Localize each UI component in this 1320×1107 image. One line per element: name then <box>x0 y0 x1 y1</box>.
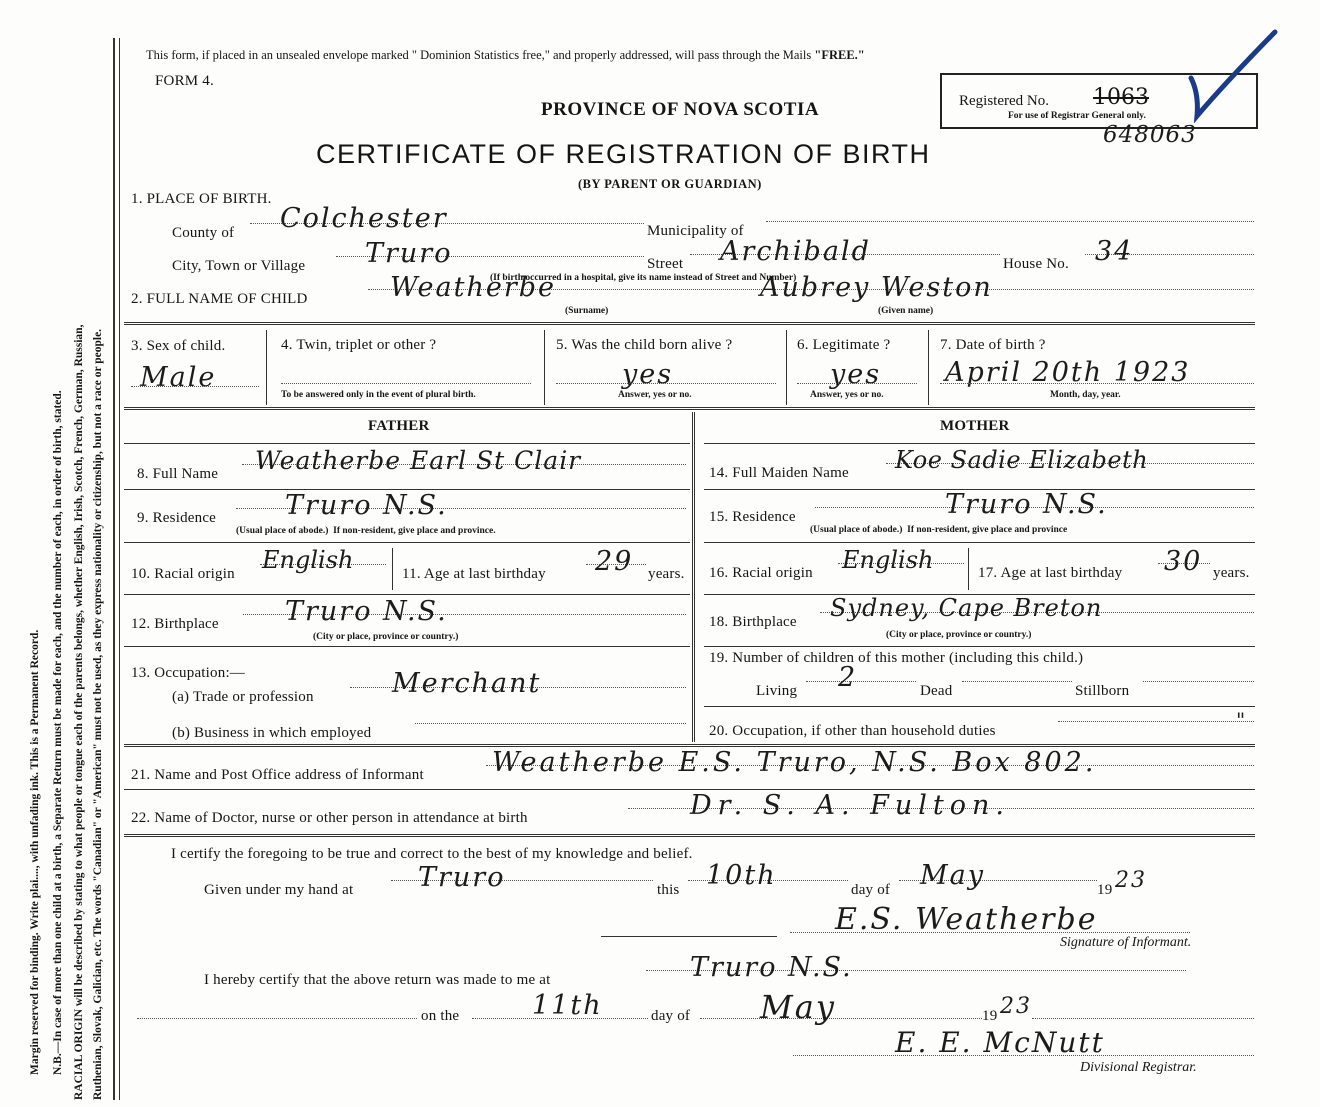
child-given-name: Aubrey Weston <box>760 272 993 303</box>
mother-rule-2 <box>704 542 1255 543</box>
house-value: 34 <box>1095 236 1134 267</box>
certificate-subtitle: (BY PARENT OR GUARDIAN) <box>578 177 762 191</box>
father-race-divider <box>392 548 393 590</box>
mother-age-value: 30 <box>1164 546 1203 577</box>
county-label: County of <box>172 225 235 241</box>
father-age-unit: years. <box>648 566 685 582</box>
check-mark-icon <box>1185 28 1280 123</box>
given-place-value: Truro <box>418 862 506 893</box>
dob-note: Month, day, year. <box>1050 390 1121 400</box>
municipality-label: Municipality of <box>647 223 744 239</box>
divider-2 <box>124 407 1255 410</box>
mother-name-value: Koe Sadie Elizabeth <box>895 446 1149 474</box>
registrar-statement: I hereby certify that the above return was made to me at <box>204 972 551 988</box>
street-label: Street <box>647 256 684 272</box>
given-year-prefix: 19 <box>1097 882 1113 898</box>
informant-value: Weatherbe E.S. Truro, N.S. Box 802. <box>492 747 1097 778</box>
registrar-place-value: Truro N.S. <box>690 952 853 983</box>
registrar-day-of-label: day of <box>651 1008 691 1024</box>
city-value: Truro <box>365 238 453 269</box>
mother-rule-4 <box>704 646 1255 647</box>
signature-short-rule <box>601 936 777 937</box>
father-age-value: 29 <box>595 546 634 577</box>
hospital-note: (If birth occurred in a hospital, give its name instead of Street and Number) <box>490 273 797 283</box>
street-value: Archibald <box>720 236 871 267</box>
father-name-value: Weatherbe Earl St Clair <box>255 446 582 475</box>
alive-line <box>556 383 776 384</box>
living-value: 2 <box>838 662 858 693</box>
informant-signature-caption: Signature of Informant. <box>1060 935 1192 950</box>
father-heading: FATHER <box>368 418 430 434</box>
father-heading-rule <box>124 443 690 444</box>
father-trade-label: (a) Trade or profession <box>172 689 314 705</box>
legitimate-label: 6. Legitimate ? <box>797 337 891 353</box>
mother-occupation-label: 20. Occupation, if other than household duties <box>709 723 996 739</box>
doctor-label: 22. Name of Doctor, nurse or other person in attendance at birth <box>131 810 528 826</box>
surname-caption: (Surname) <box>565 306 609 316</box>
mother-race-label: 16. Racial origin <box>709 565 813 581</box>
mother-occupation-line <box>1058 721 1254 722</box>
given-month-value: May <box>920 860 985 891</box>
mother-race-value: English <box>842 546 934 574</box>
registrar-signature: E. E. McNutt <box>895 1026 1105 1059</box>
registrar-leading-line <box>137 1018 417 1019</box>
mother-age-label: 17. Age at last birthday <box>978 565 1123 581</box>
col-divider-c <box>786 330 787 405</box>
legitimate-note: Answer, yes or no. <box>810 390 884 400</box>
informant-signature: E.S. Weatherbe <box>835 902 1098 937</box>
mother-race-divider <box>968 548 969 590</box>
father-rule-3 <box>124 594 690 595</box>
mother-birthplace-label: 18. Birthplace <box>709 614 797 630</box>
father-rule-2 <box>124 542 690 543</box>
father-name-label: 8. Full Name <box>137 466 219 482</box>
given-name-caption: (Given name) <box>878 306 934 316</box>
mother-birthplace-note: (City or place, province or country.) <box>886 630 1032 640</box>
mother-rule-5 <box>704 706 1255 707</box>
mother-residence-label: 15. Residence <box>709 509 796 525</box>
registered-label: Registered No. <box>959 93 1049 109</box>
stillborn-label: Stillborn <box>1075 683 1130 699</box>
father-age-label: 11. Age at last birthday <box>402 566 546 582</box>
doctor-value: Dr. S. A. Fulton. <box>690 790 1010 821</box>
binding-border <box>113 38 115 1100</box>
mother-age-unit: years. <box>1213 565 1250 581</box>
father-residence-value: Truro N.S. <box>285 490 448 521</box>
dob-line <box>940 383 1254 384</box>
twin-label: 4. Twin, triplet or other ? <box>281 337 437 353</box>
sex-label: 3. Sex of child. <box>131 338 226 354</box>
given-day-of-label: day of <box>851 882 891 898</box>
given-year-value: 23 <box>1115 868 1147 893</box>
center-divider <box>692 412 695 742</box>
province-heading: PROVINCE OF NOVA SCOTIA <box>541 99 820 120</box>
twin-note: To be answered only in the event of plural birth. <box>281 390 476 400</box>
certify-statement: I certify the foregoing to be true and correct to the best of my knowledge and belief. <box>171 846 693 862</box>
legitimate-value: yes <box>830 359 882 390</box>
father-rule-4 <box>124 646 690 647</box>
given-under-label: Given under my hand at <box>204 882 354 898</box>
father-occupation-label: 13. Occupation:— <box>131 665 246 681</box>
on-the-label: on the <box>421 1008 460 1024</box>
father-birthplace-value: Truro N.S. <box>285 596 448 627</box>
twin-line <box>281 383 531 384</box>
dob-label: 7. Date of birth ? <box>940 337 1046 353</box>
municipality-line <box>766 221 1254 222</box>
divider-5 <box>124 834 1255 837</box>
mother-occupation-value: " <box>1236 708 1248 732</box>
registrar-month-value: May <box>760 988 836 1026</box>
col-divider-d <box>928 330 929 405</box>
binding-border-inner <box>119 38 120 1100</box>
registrar-year-prefix: 19 <box>982 1008 998 1024</box>
form-number: FORM 4. <box>155 73 214 89</box>
father-residence-note: (Usual place of abode.) If non-resident, give place and province. <box>236 526 496 536</box>
registered-number-struck: 1063 <box>1093 85 1149 110</box>
certificate-title: CERTIFICATE OF REGISTRATION OF BIRTH <box>316 139 931 169</box>
father-trade-value: Merchant <box>392 668 542 699</box>
this-label: this <box>657 882 680 898</box>
divider-1 <box>124 322 1255 325</box>
sex-line <box>131 386 259 387</box>
child-surname: Weatherbe <box>390 272 557 303</box>
alive-label: 5. Was the child born alive ? <box>556 337 733 353</box>
county-value: Colchester <box>280 203 448 234</box>
dead-label: Dead <box>920 683 953 699</box>
legitimate-line <box>797 383 917 384</box>
given-day-value: 10th <box>706 860 777 891</box>
living-line <box>806 681 916 682</box>
margin-note-plural-birth: N.B.—In case of more than one child at a birth, a Separate Return must be made for each, and the number of each, in order of birth, stated. <box>52 390 64 1075</box>
father-race-value: English <box>262 546 354 574</box>
margin-note-racial-origin: RACIAL ORIGIN will be described by stating to what people or tongue each of the parents belongs, whether English, Irish, Scotch, French, German, Russian, <box>73 324 85 1100</box>
father-race-label: 10. Racial origin <box>131 566 235 582</box>
mother-children-label: 19. Number of children of this mother (including this child.) <box>709 650 1084 666</box>
father-birthplace-note: (City or place, province or country.) <box>313 632 459 642</box>
mother-heading: MOTHER <box>940 418 1010 434</box>
margin-note-racial-origin-2: Ruthenian, Slovak, Galician, etc. The words "Canadian" or "American" must not be used, as they express nationality or citizenship, but not a race or people. <box>92 328 104 1100</box>
father-birthplace-label: 12. Birthplace <box>131 616 219 632</box>
registrar-month-line <box>700 1018 982 1019</box>
dead-line <box>962 681 1072 682</box>
dob-value: April 20th 1923 <box>945 357 1191 388</box>
informant-label: 21. Name and Post Office address of Informant <box>131 767 424 783</box>
place-of-birth-heading: 1. PLACE OF BIRTH. <box>131 191 272 207</box>
father-business-label: (b) Business in which employed <box>172 725 372 741</box>
registrar-caption: Divisional Registrar. <box>1080 1060 1197 1075</box>
registrar-day-value: 11th <box>532 990 603 1021</box>
alive-value: yes <box>622 359 674 390</box>
postal-notice: This form, if placed in an unsealed envelope marked " Dominion Statistics free," and properly addressed, will pass through the Mails "FREE." <box>146 48 865 62</box>
mother-residence-value: Truro N.S. <box>945 489 1108 520</box>
registrar-use-note: For use of Registrar General only. <box>1008 111 1146 121</box>
stillborn-line <box>1143 681 1254 682</box>
col-divider-b <box>544 330 545 405</box>
registrar-year-value: 23 <box>1000 994 1032 1019</box>
mother-name-label: 14. Full Maiden Name <box>709 465 849 481</box>
registered-number-new: 648063 <box>1103 122 1197 148</box>
sex-value: Male <box>140 362 217 393</box>
city-label: City, Town or Village <box>172 258 306 274</box>
margin-note-binding: Margin reserved for binding. Write plai...., with unfading ink. This is a Permanent Record. <box>29 629 41 1075</box>
house-label: House No. <box>1003 256 1069 272</box>
mother-heading-rule <box>704 443 1255 444</box>
mother-residence-note: (Usual place of abode.) If non-resident, give place and province <box>810 525 1068 535</box>
registrar-trailing-line <box>1032 1018 1254 1019</box>
col-divider-a <box>266 330 267 405</box>
father-residence-label: 9. Residence <box>137 510 217 526</box>
living-label: Living <box>756 683 798 699</box>
alive-note: Answer, yes or no. <box>618 390 692 400</box>
mother-birthplace-value: Sydney, Cape Breton <box>830 594 1103 622</box>
child-name-label: 2. FULL NAME OF CHILD <box>131 291 308 307</box>
father-business-line <box>415 723 686 724</box>
